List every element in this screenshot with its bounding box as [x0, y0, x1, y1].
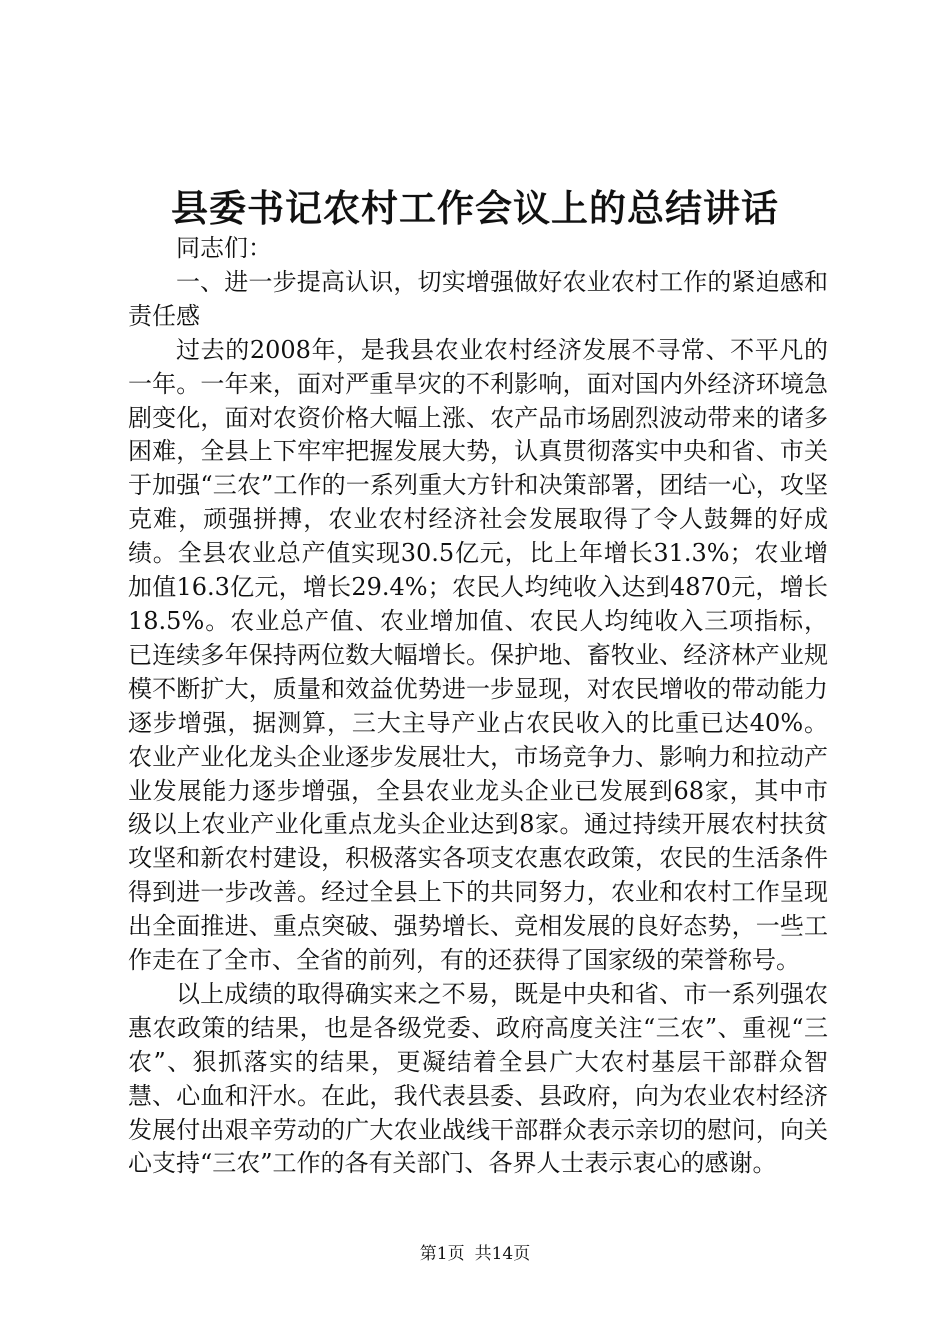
body-paragraph: 过去的2008年，是我县农业农村经济发展不寻常、不平凡的一年。一年来，面对严重旱灾的不利影响，面对国内外经济环境急剧变化，面对农资价格大幅上涨、农产品市场剧烈波动带来的诸多困难，全县上下牢牢把握发展大势，认真贯彻落实中央和省、市关于加强“三农”工作的一系列重大方针和决策部署，团结一心，攻坚克难，顽强拼搏，农业农村经济社会发展取得了令人鼓舞的好成绩。全县农业总产值实现30.5亿元，比上年增长31.3%；农业增加值16.3亿元，增长29.4%；农民人均纯收入达到4870元，增长18.5%。农业总产值、农业增加值、农民人均纯收入三项指标，已连续多年保持两位数大幅增长。保护地、畜牧业、经济林产业规模不断扩大，质量和效益优势进一步显现，对农民增收的带动能力逐步增强，据测算，三大主导产业占农民收入的比重已达40%。农业产业化龙头企业逐步发展壮大，市场竞争力、影响力和拉动产业发展能力逐步增强，全县农业龙头企业已发展到68家，其中市级以上农业产业化重点龙头企业达到8家。通过持续开展农村扶贫攻坚和新农村建设，积极落实各项支农惠农政策，农民的生活条件得到进一步改善。经过全县上下的共同努力，农业和农村工作呈现出全面推进、重点突破、强势增长、竞相发展的良好态势，一些工作走在了全市、全省的前列，有的还获得了国家级的荣誉称号。 — [128, 335, 828, 975]
document-body — [128, 232, 828, 1181]
section-heading: 一、进一步提高认识，切实增强做好农业农村工作的紧迫感和责任感 — [128, 267, 828, 330]
salutation: 同志们： — [176, 234, 272, 262]
body-paragraph: 以上成绩的取得确实来之不易，既是中央和省、市一系列强农惠农政策的结果，也是各级党委、政府高度关注“三农”、重视“三农”、狠抓落实的结果，更凝结着全县广大农村基层干部群众智慧、心血和汗水。在此，我代表县委、县政府，向为农业农村经济发展付出艰辛劳动的广大农业战线干部群众表示亲切的慰问，向关心支持“三农”工作的各有关部门、各界人士表示衷心的感谢。 — [128, 979, 828, 1178]
page-number: 第1页 — [419, 1244, 465, 1264]
page-total: 共14页 — [474, 1244, 531, 1264]
page-footer — [0, 1243, 950, 1265]
document-title: 县委书记农村工作会议上的总结讲话 — [171, 186, 779, 230]
